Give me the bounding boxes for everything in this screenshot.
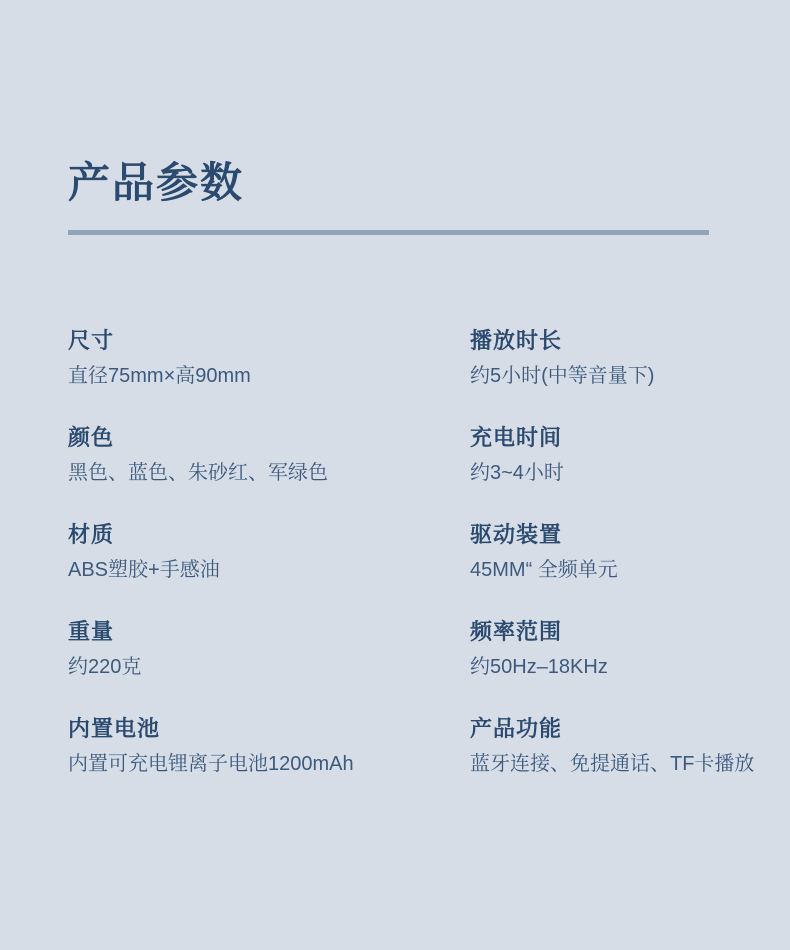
page-title: 产品参数: [68, 159, 245, 206]
spec-value: 黑色、蓝色、朱砂红、军绿色: [68, 462, 328, 484]
spec-item-material: [68, 520, 470, 585]
spec-value: 约220克: [68, 656, 142, 678]
spec-value: 蓝牙连接、免提通话、TF卡播放: [470, 753, 755, 775]
spec-value: 约3~4小时: [470, 462, 564, 484]
spec-value: 45MM“ 全频单元: [470, 559, 618, 581]
title-divider: [68, 230, 709, 235]
spec-item-frequency: [470, 617, 780, 682]
spec-item-color: [68, 423, 470, 488]
spec-item-battery: [68, 714, 470, 779]
spec-label: 频率范围: [470, 619, 563, 644]
spec-label: 播放时长: [470, 328, 563, 353]
spec-item-charge-time: [470, 423, 780, 488]
spec-item-size: [68, 326, 470, 391]
spec-label: 颜色: [68, 425, 115, 450]
spec-label: 尺寸: [68, 328, 115, 353]
spec-value: 内置可充电锂离子电池1200mAh: [68, 753, 354, 775]
spec-label: 产品功能: [470, 716, 563, 741]
spec-label: 重量: [68, 619, 115, 644]
spec-item-playtime: [470, 326, 780, 391]
spec-label: 充电时间: [470, 425, 563, 450]
spec-value: ABS塑胶+手感油: [68, 559, 220, 581]
spec-label: 驱动装置: [470, 522, 563, 547]
spec-column-right: [470, 326, 780, 811]
spec-value: 直径75mm×高90mm: [68, 365, 251, 387]
spec-item-driver: [470, 520, 780, 585]
spec-label: 材质: [68, 522, 115, 547]
spec-label: 内置电池: [68, 716, 161, 741]
spec-grid: [68, 326, 780, 811]
spec-item-features: [470, 714, 780, 779]
spec-value: 约50Hz–18KHz: [470, 656, 608, 678]
spec-column-left: [68, 326, 470, 811]
spec-value: 约5小时(中等音量下): [470, 365, 655, 387]
spec-item-weight: [68, 617, 470, 682]
